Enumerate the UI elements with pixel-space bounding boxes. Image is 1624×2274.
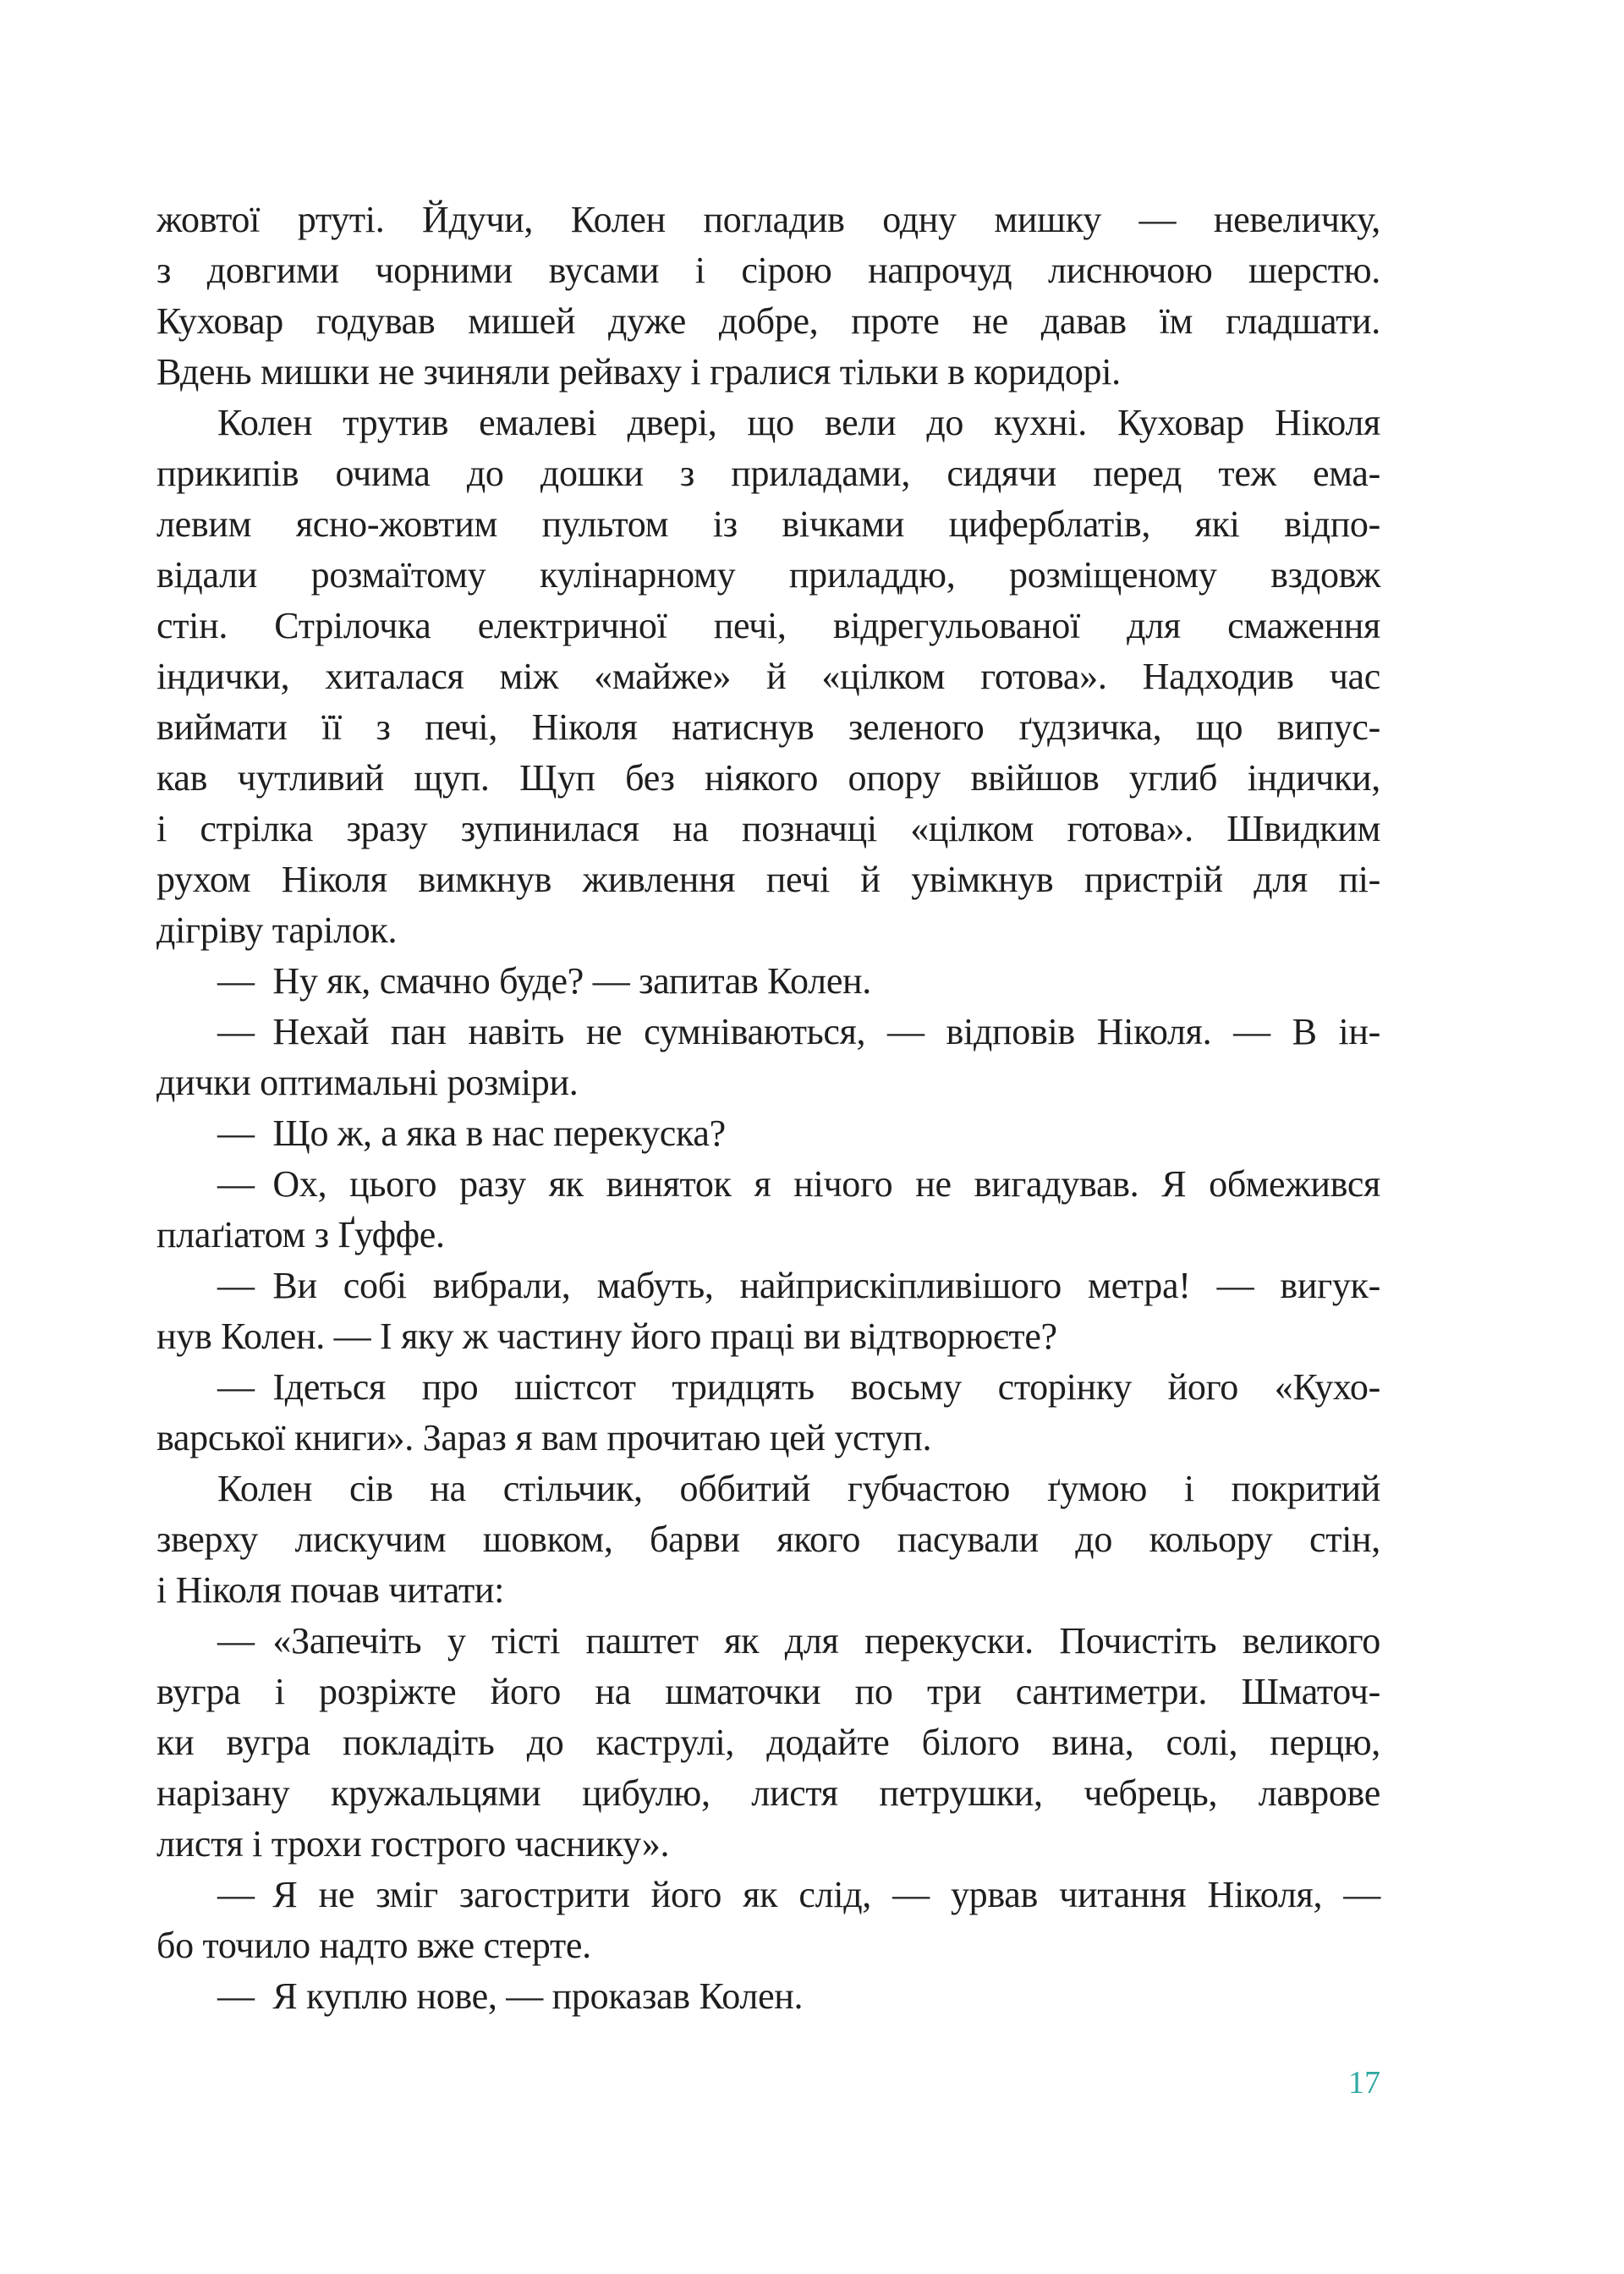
text-line: нарізану кружальцями цибулю, листя петрушки, чебрець, лаврове: [156, 1772, 1380, 1814]
text-line: і Ніколя почав читати:: [156, 1569, 505, 1611]
text-line: бо точило надто вже стерте.: [156, 1925, 591, 1966]
text-line: жовтої ртуті. Йдучи, Колен погладив одну мишку — невеличку,: [156, 199, 1380, 240]
text-line: ки вугра покладіть до каструлі, додайте білого вина, солі, перцю,: [156, 1722, 1380, 1763]
text-line: — «Запечіть у тісті паштет як для перекуски. Почистіть великого: [217, 1620, 1380, 1662]
text-line: прикипів очима до дошки з приладами, сидячи перед теж ема-: [156, 453, 1380, 494]
text-line: варської книги». Зараз я вам прочитаю цей уступ.: [156, 1417, 932, 1458]
text-line: — Я не зміг загострити його як слід, — урвав читання Ніколя, —: [217, 1874, 1380, 1915]
text-line: плаґіатом з Ґуффе.: [156, 1214, 445, 1255]
text-line: Куховар годував мишей дуже добре, проте не давав їм гладшати.: [156, 300, 1380, 342]
text-line: Колен сів на стільчик, оббитий губчастою ґумою і покритий: [217, 1468, 1380, 1509]
page-number: 17: [1348, 2065, 1380, 2101]
text-line: стін. Стрілочка електричної печі, відрегульованої для смаження: [156, 605, 1380, 646]
text-line: левим ясно-жовтим пультом із вічками циферблатів, які відпо-: [156, 503, 1380, 545]
text-line: нув Колен. — І яку ж частину його праці ви відтворюєте?: [156, 1316, 1057, 1357]
text-line: — Ну як, смачно буде? — запитав Колен.: [217, 960, 871, 1002]
text-line: вугра і розріжте його на шматочки по три сантиметри. Шматоч-: [156, 1671, 1380, 1712]
text-line: і стрілка зразу зупинилася на позначці «цілком готова». Швидким: [156, 808, 1380, 849]
text-line: — Нехай пан навіть не сумніваються, — відповів Ніколя. — В ін-: [217, 1011, 1380, 1052]
text-line: — Ідеться про шістсот тридцять восьму сторінку його «Кухо-: [217, 1366, 1380, 1408]
text-line: рухом Ніколя вимкнув живлення печі й увімкнув пристрій для пі-: [156, 859, 1380, 900]
page-text: [156, 195, 1380, 2022]
text-line: — Я куплю нове, — проказав Колен.: [217, 1975, 804, 2017]
text-line: кав чутливий щуп. Щуп без ніякого опору ввійшов углиб індички,: [156, 757, 1380, 799]
text-line: Вдень мишки не зчиняли рейваху і гралися тільки в коридорі.: [156, 351, 1121, 393]
text-line: зверху лискучим шовком, барви якого пасували до кольору стін,: [156, 1519, 1380, 1560]
text-line: виймати її з печі, Ніколя натиснув зеленого ґудзичка, що випус-: [156, 706, 1380, 748]
text-line: дігріву тарілок.: [156, 909, 398, 951]
text-line: індички, хиталася між «майже» й «цілком готова». Надходив час: [156, 656, 1380, 697]
text-line: з довгими чорними вусами і сірою напрочуд лиснючою шерстю.: [156, 250, 1380, 291]
text-line: Колен трутив емалеві двері, що вели до кухні. Куховар Ніколя: [217, 402, 1380, 443]
text-line: листя і трохи гострого часнику».: [156, 1823, 670, 1865]
text-line: — Що ж, а яка в нас перекуска?: [217, 1112, 726, 1154]
text-line: — Ви собі вибрали, мабуть, найприскіпливішого метра! — вигук-: [217, 1265, 1380, 1306]
text-line: дички оптимальні розміри.: [156, 1062, 579, 1103]
text-line: — Ох, цього разу як виняток я нічого не вигадував. Я обмежився: [217, 1163, 1380, 1205]
text-line: відали розмаїтому кулінарному приладдю, розміщеному вздовж: [156, 554, 1380, 596]
